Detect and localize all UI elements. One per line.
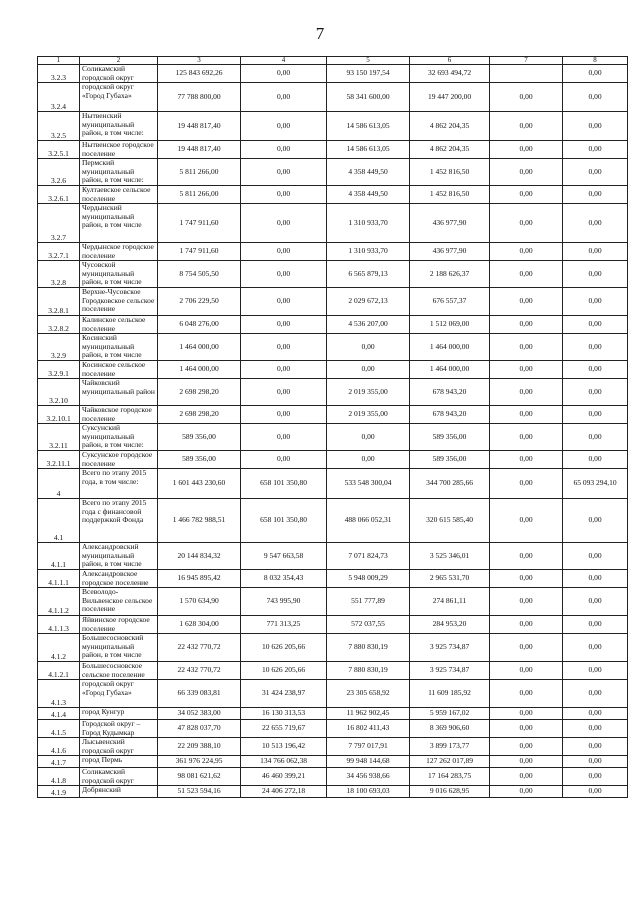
row-code: 4.1.5 xyxy=(38,720,80,738)
table-row xyxy=(38,616,628,634)
table-row xyxy=(38,112,628,141)
row-code: 3.2.7.1 xyxy=(38,243,80,261)
row-name: Всего по этапу 2015 года с финансовой поддержкой Фонда xyxy=(80,499,158,543)
amount-cell: 65 093 294,10 xyxy=(563,469,628,499)
amount-cell: 589 356,00 xyxy=(410,451,490,469)
amount-cell: 19 447 200,00 xyxy=(410,83,490,112)
amount-cell: 1 452 816,50 xyxy=(410,186,490,204)
row-code: 3.2.4 xyxy=(38,83,80,112)
row-name: Большесосновское сельское поселение xyxy=(80,662,158,680)
amount-cell: 1 464 000,00 xyxy=(410,361,490,379)
amount-cell: 0,00 xyxy=(327,424,410,451)
amount-cell: 0,00 xyxy=(563,186,628,204)
amount-cell: 436 977,90 xyxy=(410,243,490,261)
amount-cell: 0,00 xyxy=(241,141,327,159)
table-row xyxy=(38,720,628,738)
table-row xyxy=(38,379,628,406)
table-row xyxy=(38,204,628,243)
table-row xyxy=(38,738,628,756)
row-name: Косинское сельское поселение xyxy=(80,361,158,379)
amount-cell: 0,00 xyxy=(241,243,327,261)
amount-cell: 0,00 xyxy=(241,406,327,424)
amount-cell: 0,00 xyxy=(490,786,563,798)
table-row xyxy=(38,288,628,316)
row-code: 3.2.5.1 xyxy=(38,141,80,159)
row-code: 4.1.1.1 xyxy=(38,570,80,588)
amount-cell: 0,00 xyxy=(241,204,327,243)
row-code: 3.2.9.1 xyxy=(38,361,80,379)
amount-cell: 284 953,20 xyxy=(410,616,490,634)
amount-cell: 0,00 xyxy=(241,379,327,406)
amount-cell: 1 570 634,90 xyxy=(158,588,241,616)
amount-cell: 3 925 734,87 xyxy=(410,634,490,662)
row-name: Соликамский городской округ xyxy=(80,768,158,786)
amount-cell: 0,00 xyxy=(490,756,563,768)
amount-cell: 127 262 017,89 xyxy=(410,756,490,768)
amount-cell: 7 797 017,91 xyxy=(327,738,410,756)
row-name: Суксунский муниципальный район, в том числе: xyxy=(80,424,158,451)
amount-cell: 7 880 830,19 xyxy=(327,662,410,680)
amount-cell: 14 586 613,05 xyxy=(327,112,410,141)
amount-cell: 0,00 xyxy=(490,469,563,499)
amount-cell: 0,00 xyxy=(241,361,327,379)
row-name: городской округ «Город Губаха» xyxy=(80,680,158,708)
row-code: 3.2.10 xyxy=(38,379,80,406)
table-row xyxy=(38,680,628,708)
amount-cell: 0,00 xyxy=(490,204,563,243)
amount-cell: 0,00 xyxy=(241,159,327,186)
amount-cell: 18 100 693,03 xyxy=(327,786,410,798)
amount-cell: 8 032 354,43 xyxy=(241,570,327,588)
row-code: 3.2.3 xyxy=(38,65,80,83)
header-cell: 6 xyxy=(410,57,490,65)
table-row xyxy=(38,424,628,451)
amount-cell: 0,00 xyxy=(563,756,628,768)
row-code: 4.1.1.2 xyxy=(38,588,80,616)
row-name: Лысьвенский городской округ xyxy=(80,738,158,756)
row-name: Нытвенский муниципальный район, в том числе: xyxy=(80,112,158,141)
amount-cell: 0,00 xyxy=(490,662,563,680)
table-row xyxy=(38,406,628,424)
amount-cell: 0,00 xyxy=(490,261,563,288)
amount-cell: 678 943,20 xyxy=(410,379,490,406)
amount-cell: 0,00 xyxy=(490,570,563,588)
amount-cell: 676 557,37 xyxy=(410,288,490,316)
amount-cell: 0,00 xyxy=(563,112,628,141)
amount-cell: 0,00 xyxy=(563,261,628,288)
amount-cell: 2 188 626,37 xyxy=(410,261,490,288)
row-name: Пермский муниципальный район, в том числе: xyxy=(80,159,158,186)
amount-cell: 14 586 613,05 xyxy=(327,141,410,159)
table-row xyxy=(38,334,628,361)
amount-cell: 572 037,55 xyxy=(327,616,410,634)
amount-cell: 0,00 xyxy=(563,83,628,112)
amount-cell: 0,00 xyxy=(490,768,563,786)
amount-cell: 0,00 xyxy=(490,499,563,543)
amount-cell: 0,00 xyxy=(490,316,563,334)
amount-cell: 589 356,00 xyxy=(158,451,241,469)
row-code: 3.2.9 xyxy=(38,334,80,361)
amount-cell: 0,00 xyxy=(490,334,563,361)
amount-cell: 361 976 224,95 xyxy=(158,756,241,768)
row-name: Всего по этапу 2015 года, в том числе: xyxy=(80,469,158,499)
amount-cell: 1 310 933,70 xyxy=(327,243,410,261)
amount-cell: 0,00 xyxy=(490,588,563,616)
amount-cell: 7 071 824,73 xyxy=(327,543,410,570)
row-name: Чердынский муниципальный район, в том числе xyxy=(80,204,158,243)
amount-cell: 0,00 xyxy=(563,406,628,424)
amount-cell: 1 466 782 988,51 xyxy=(158,499,241,543)
amount-cell: 11 962 902,45 xyxy=(327,708,410,720)
row-name: Добрянский xyxy=(80,786,158,798)
budget-table xyxy=(37,56,628,798)
row-name: Верхне-Чусовское Городковское сельское поселение xyxy=(80,288,158,316)
amount-cell: 658 101 350,80 xyxy=(241,499,327,543)
amount-cell: 77 788 800,00 xyxy=(158,83,241,112)
amount-cell: 20 144 834,32 xyxy=(158,543,241,570)
amount-cell: 0,00 xyxy=(241,316,327,334)
amount-cell: 0,00 xyxy=(563,570,628,588)
amount-cell: 551 777,89 xyxy=(327,588,410,616)
header-cell: 4 xyxy=(241,57,327,65)
table-row xyxy=(38,786,628,798)
table-row xyxy=(38,499,628,543)
amount-cell: 0,00 xyxy=(563,379,628,406)
amount-cell: 1 747 911,60 xyxy=(158,204,241,243)
row-name: город Кунгур xyxy=(80,708,158,720)
header-cell: 8 xyxy=(563,57,628,65)
amount-cell: 9 547 663,58 xyxy=(241,543,327,570)
table-row xyxy=(38,543,628,570)
row-code: 3.2.11 xyxy=(38,424,80,451)
amount-cell: 1 310 933,70 xyxy=(327,204,410,243)
amount-cell: 0,00 xyxy=(563,243,628,261)
amount-cell: 0,00 xyxy=(241,186,327,204)
amount-cell: 0,00 xyxy=(490,738,563,756)
amount-cell: 0,00 xyxy=(490,424,563,451)
amount-cell: 47 828 037,70 xyxy=(158,720,241,738)
amount-cell: 31 424 238,97 xyxy=(241,680,327,708)
amount-cell: 98 081 621,62 xyxy=(158,768,241,786)
row-code: 4 xyxy=(38,469,80,499)
amount-cell: 0,00 xyxy=(490,112,563,141)
amount-cell: 5 811 266,00 xyxy=(158,186,241,204)
row-code: 4.1.2 xyxy=(38,634,80,662)
amount-cell: 0,00 xyxy=(563,786,628,798)
row-name: Чайковское городское поселение xyxy=(80,406,158,424)
amount-cell: 1 601 443 230,60 xyxy=(158,469,241,499)
row-code: 4.1.2.1 xyxy=(38,662,80,680)
amount-cell: 34 052 383,00 xyxy=(158,708,241,720)
amount-cell: 0,00 xyxy=(563,65,628,83)
amount-cell: 0,00 xyxy=(490,361,563,379)
amount-cell: 0,00 xyxy=(563,662,628,680)
amount-cell: 2 698 298,20 xyxy=(158,406,241,424)
amount-cell: 5 948 009,29 xyxy=(327,570,410,588)
amount-cell: 32 693 494,72 xyxy=(410,65,490,83)
row-name: Александровский муниципальный район, в том числе xyxy=(80,543,158,570)
row-code: 4.1.1.3 xyxy=(38,616,80,634)
row-name: Чайковский муниципальный район xyxy=(80,379,158,406)
amount-cell: 5 959 167,02 xyxy=(410,708,490,720)
amount-cell: 0,00 xyxy=(563,680,628,708)
amount-cell: 66 339 083,81 xyxy=(158,680,241,708)
row-code: 4.1.3 xyxy=(38,680,80,708)
amount-cell: 0,00 xyxy=(241,261,327,288)
row-name: городской округ «Город Губаха» xyxy=(80,83,158,112)
table-row xyxy=(38,186,628,204)
amount-cell: 0,00 xyxy=(490,406,563,424)
table-row xyxy=(38,768,628,786)
row-name: город Пермь xyxy=(80,756,158,768)
row-code: 4.1.6 xyxy=(38,738,80,756)
amount-cell: 4 862 204,35 xyxy=(410,141,490,159)
amount-cell: 0,00 xyxy=(241,424,327,451)
amount-cell: 4 358 449,50 xyxy=(327,159,410,186)
table-row xyxy=(38,65,628,83)
amount-cell: 0,00 xyxy=(490,634,563,662)
table-row xyxy=(38,756,628,768)
amount-cell: 0,00 xyxy=(490,720,563,738)
amount-cell: 22 655 719,67 xyxy=(241,720,327,738)
amount-cell: 533 548 300,04 xyxy=(327,469,410,499)
amount-cell: 0,00 xyxy=(490,243,563,261)
row-name: Большесосновский муниципальный район, в том числе xyxy=(80,634,158,662)
amount-cell: 23 305 658,92 xyxy=(327,680,410,708)
row-code: 3.2.8 xyxy=(38,261,80,288)
amount-cell: 1 512 069,00 xyxy=(410,316,490,334)
amount-cell: 743 995,90 xyxy=(241,588,327,616)
row-name: Городской округ – Город Кудымкар xyxy=(80,720,158,738)
amount-cell: 22 209 388,10 xyxy=(158,738,241,756)
amount-cell: 0,00 xyxy=(241,288,327,316)
amount-cell: 0,00 xyxy=(490,616,563,634)
amount-cell: 0,00 xyxy=(490,159,563,186)
amount-cell: 0,00 xyxy=(563,204,628,243)
table-row xyxy=(38,588,628,616)
row-name: Нытвенское городское поселение xyxy=(80,141,158,159)
amount-cell: 16 130 313,53 xyxy=(241,708,327,720)
amount-cell: 0,00 xyxy=(563,616,628,634)
row-code: 3.2.5 xyxy=(38,112,80,141)
amount-cell: 2 019 355,00 xyxy=(327,379,410,406)
amount-cell: 0,00 xyxy=(563,499,628,543)
row-code: 3.2.8.1 xyxy=(38,288,80,316)
amount-cell: 0,00 xyxy=(563,334,628,361)
amount-cell: 0,00 xyxy=(490,451,563,469)
amount-cell: 125 843 692,26 xyxy=(158,65,241,83)
amount-cell: 10 626 205,66 xyxy=(241,634,327,662)
amount-cell: 0,00 xyxy=(490,186,563,204)
amount-cell: 771 313,25 xyxy=(241,616,327,634)
amount-cell: 344 700 285,66 xyxy=(410,469,490,499)
row-code: 3.2.10.1 xyxy=(38,406,80,424)
amount-cell: 678 943,20 xyxy=(410,406,490,424)
row-code: 4.1.7 xyxy=(38,756,80,768)
amount-cell: 5 811 266,00 xyxy=(158,159,241,186)
row-name: Култаевское сельское поселение xyxy=(80,186,158,204)
amount-cell: 0,00 xyxy=(563,720,628,738)
amount-cell: 436 977,90 xyxy=(410,204,490,243)
row-code: 3.2.6 xyxy=(38,159,80,186)
amount-cell: 22 432 770,72 xyxy=(158,662,241,680)
amount-cell: 1 747 911,60 xyxy=(158,243,241,261)
amount-cell: 0,00 xyxy=(563,361,628,379)
header-cell: 2 xyxy=(80,57,158,65)
amount-cell: 658 101 350,80 xyxy=(241,469,327,499)
amount-cell: 22 432 770,72 xyxy=(158,634,241,662)
amount-cell: 2 698 298,20 xyxy=(158,379,241,406)
header-cell: 5 xyxy=(327,57,410,65)
amount-cell: 0,00 xyxy=(563,141,628,159)
header-row xyxy=(38,57,628,65)
amount-cell: 0,00 xyxy=(490,680,563,708)
amount-cell: 4 358 449,50 xyxy=(327,186,410,204)
amount-cell: 274 861,11 xyxy=(410,588,490,616)
row-code: 4.1.1 xyxy=(38,543,80,570)
row-name: Соликамский городской округ xyxy=(80,65,158,83)
amount-cell: 3 899 173,77 xyxy=(410,738,490,756)
row-code: 3.2.8.2 xyxy=(38,316,80,334)
row-name: Яйвинское городское поселение xyxy=(80,616,158,634)
amount-cell: 1 452 816,50 xyxy=(410,159,490,186)
amount-cell: 0,00 xyxy=(563,451,628,469)
amount-cell: 34 456 938,66 xyxy=(327,768,410,786)
amount-cell: 58 341 600,00 xyxy=(327,83,410,112)
table-row xyxy=(38,451,628,469)
amount-cell: 0,00 xyxy=(490,288,563,316)
amount-cell: 0,00 xyxy=(490,83,563,112)
table-row xyxy=(38,159,628,186)
amount-cell: 0,00 xyxy=(563,708,628,720)
amount-cell: 0,00 xyxy=(490,708,563,720)
amount-cell: 2 706 229,50 xyxy=(158,288,241,316)
row-code: 4.1.8 xyxy=(38,768,80,786)
row-code: 4.1.9 xyxy=(38,786,80,798)
amount-cell: 0,00 xyxy=(327,361,410,379)
row-code: 3.2.11.1 xyxy=(38,451,80,469)
amount-cell: 2 019 355,00 xyxy=(327,406,410,424)
amount-cell: 19 448 817,40 xyxy=(158,141,241,159)
row-code: 4.1 xyxy=(38,499,80,543)
row-name: Всеволодо-Вильвенское сельское поселение xyxy=(80,588,158,616)
amount-cell: 7 880 830,19 xyxy=(327,634,410,662)
table-row xyxy=(38,141,628,159)
amount-cell: 11 609 185,92 xyxy=(410,680,490,708)
amount-cell: 9 016 628,95 xyxy=(410,786,490,798)
amount-cell: 16 945 895,42 xyxy=(158,570,241,588)
amount-cell: 0,00 xyxy=(241,65,327,83)
table-row xyxy=(38,634,628,662)
header-cell: 7 xyxy=(490,57,563,65)
amount-cell: 10 513 196,42 xyxy=(241,738,327,756)
table-row xyxy=(38,469,628,499)
row-name: Суксунское городское поселение xyxy=(80,451,158,469)
amount-cell: 2 965 531,70 xyxy=(410,570,490,588)
table-row xyxy=(38,243,628,261)
amount-cell: 0,00 xyxy=(241,112,327,141)
amount-cell: 1 464 000,00 xyxy=(158,334,241,361)
amount-cell: 0,00 xyxy=(241,83,327,112)
amount-cell: 19 448 817,40 xyxy=(158,112,241,141)
amount-cell: 93 150 197,54 xyxy=(327,65,410,83)
amount-cell: 99 948 144,68 xyxy=(327,756,410,768)
amount-cell: 0,00 xyxy=(327,451,410,469)
table-row xyxy=(38,708,628,720)
amount-cell: 3 925 734,87 xyxy=(410,662,490,680)
amount-cell: 8 369 906,60 xyxy=(410,720,490,738)
amount-cell: 6 048 276,00 xyxy=(158,316,241,334)
amount-cell: 1 464 000,00 xyxy=(410,334,490,361)
amount-cell: 134 766 062,38 xyxy=(241,756,327,768)
row-name: Косинский муниципальный район, в том числе xyxy=(80,334,158,361)
table-row xyxy=(38,83,628,112)
row-name: Чердынское городское поселение xyxy=(80,243,158,261)
row-name: Чусовской муниципальный район, в том числе xyxy=(80,261,158,288)
amount-cell: 0,00 xyxy=(241,334,327,361)
amount-cell: 10 626 205,66 xyxy=(241,662,327,680)
row-code: 4.1.4 xyxy=(38,708,80,720)
header-cell: 1 xyxy=(38,57,80,65)
amount-cell: 0,00 xyxy=(563,288,628,316)
amount-cell: 17 164 283,75 xyxy=(410,768,490,786)
amount-cell: 1 628 304,00 xyxy=(158,616,241,634)
amount-cell: 0,00 xyxy=(490,141,563,159)
amount-cell: 3 525 346,01 xyxy=(410,543,490,570)
amount-cell: 0,00 xyxy=(490,543,563,570)
amount-cell: 16 802 411,43 xyxy=(327,720,410,738)
amount-cell: 589 356,00 xyxy=(158,424,241,451)
amount-cell: 0,00 xyxy=(563,588,628,616)
row-code: 3.2.7 xyxy=(38,204,80,243)
amount-cell: 0,00 xyxy=(563,634,628,662)
amount-cell: 0,00 xyxy=(563,543,628,570)
amount-cell: 1 464 000,00 xyxy=(158,361,241,379)
amount-cell: 8 754 505,50 xyxy=(158,261,241,288)
row-code: 3.2.6.1 xyxy=(38,186,80,204)
amount-cell: 0,00 xyxy=(563,738,628,756)
table-row xyxy=(38,662,628,680)
row-name: Александровское городское поселение xyxy=(80,570,158,588)
row-name: Калинское сельское поселение xyxy=(80,316,158,334)
amount-cell: 46 460 399,21 xyxy=(241,768,327,786)
page-number: 7 xyxy=(315,24,325,43)
table-row xyxy=(38,361,628,379)
amount-cell: 0,00 xyxy=(563,424,628,451)
amount-cell: 24 406 272,18 xyxy=(241,786,327,798)
amount-cell: 4 536 207,00 xyxy=(327,316,410,334)
amount-cell: 0,00 xyxy=(241,451,327,469)
amount-cell: 2 029 672,13 xyxy=(327,288,410,316)
table-row xyxy=(38,261,628,288)
table-row xyxy=(38,316,628,334)
amount-cell: 0,00 xyxy=(327,334,410,361)
amount-cell: 0,00 xyxy=(490,379,563,406)
amount-cell: 4 862 204,35 xyxy=(410,112,490,141)
table-row xyxy=(38,570,628,588)
amount-cell xyxy=(490,65,563,83)
amount-cell: 589 356,00 xyxy=(410,424,490,451)
header-cell: 3 xyxy=(158,57,241,65)
amount-cell: 0,00 xyxy=(563,768,628,786)
amount-cell: 6 565 879,13 xyxy=(327,261,410,288)
amount-cell: 51 523 594,16 xyxy=(158,786,241,798)
amount-cell: 320 615 585,40 xyxy=(410,499,490,543)
amount-cell: 0,00 xyxy=(563,159,628,186)
amount-cell: 488 066 052,31 xyxy=(327,499,410,543)
amount-cell: 0,00 xyxy=(563,316,628,334)
